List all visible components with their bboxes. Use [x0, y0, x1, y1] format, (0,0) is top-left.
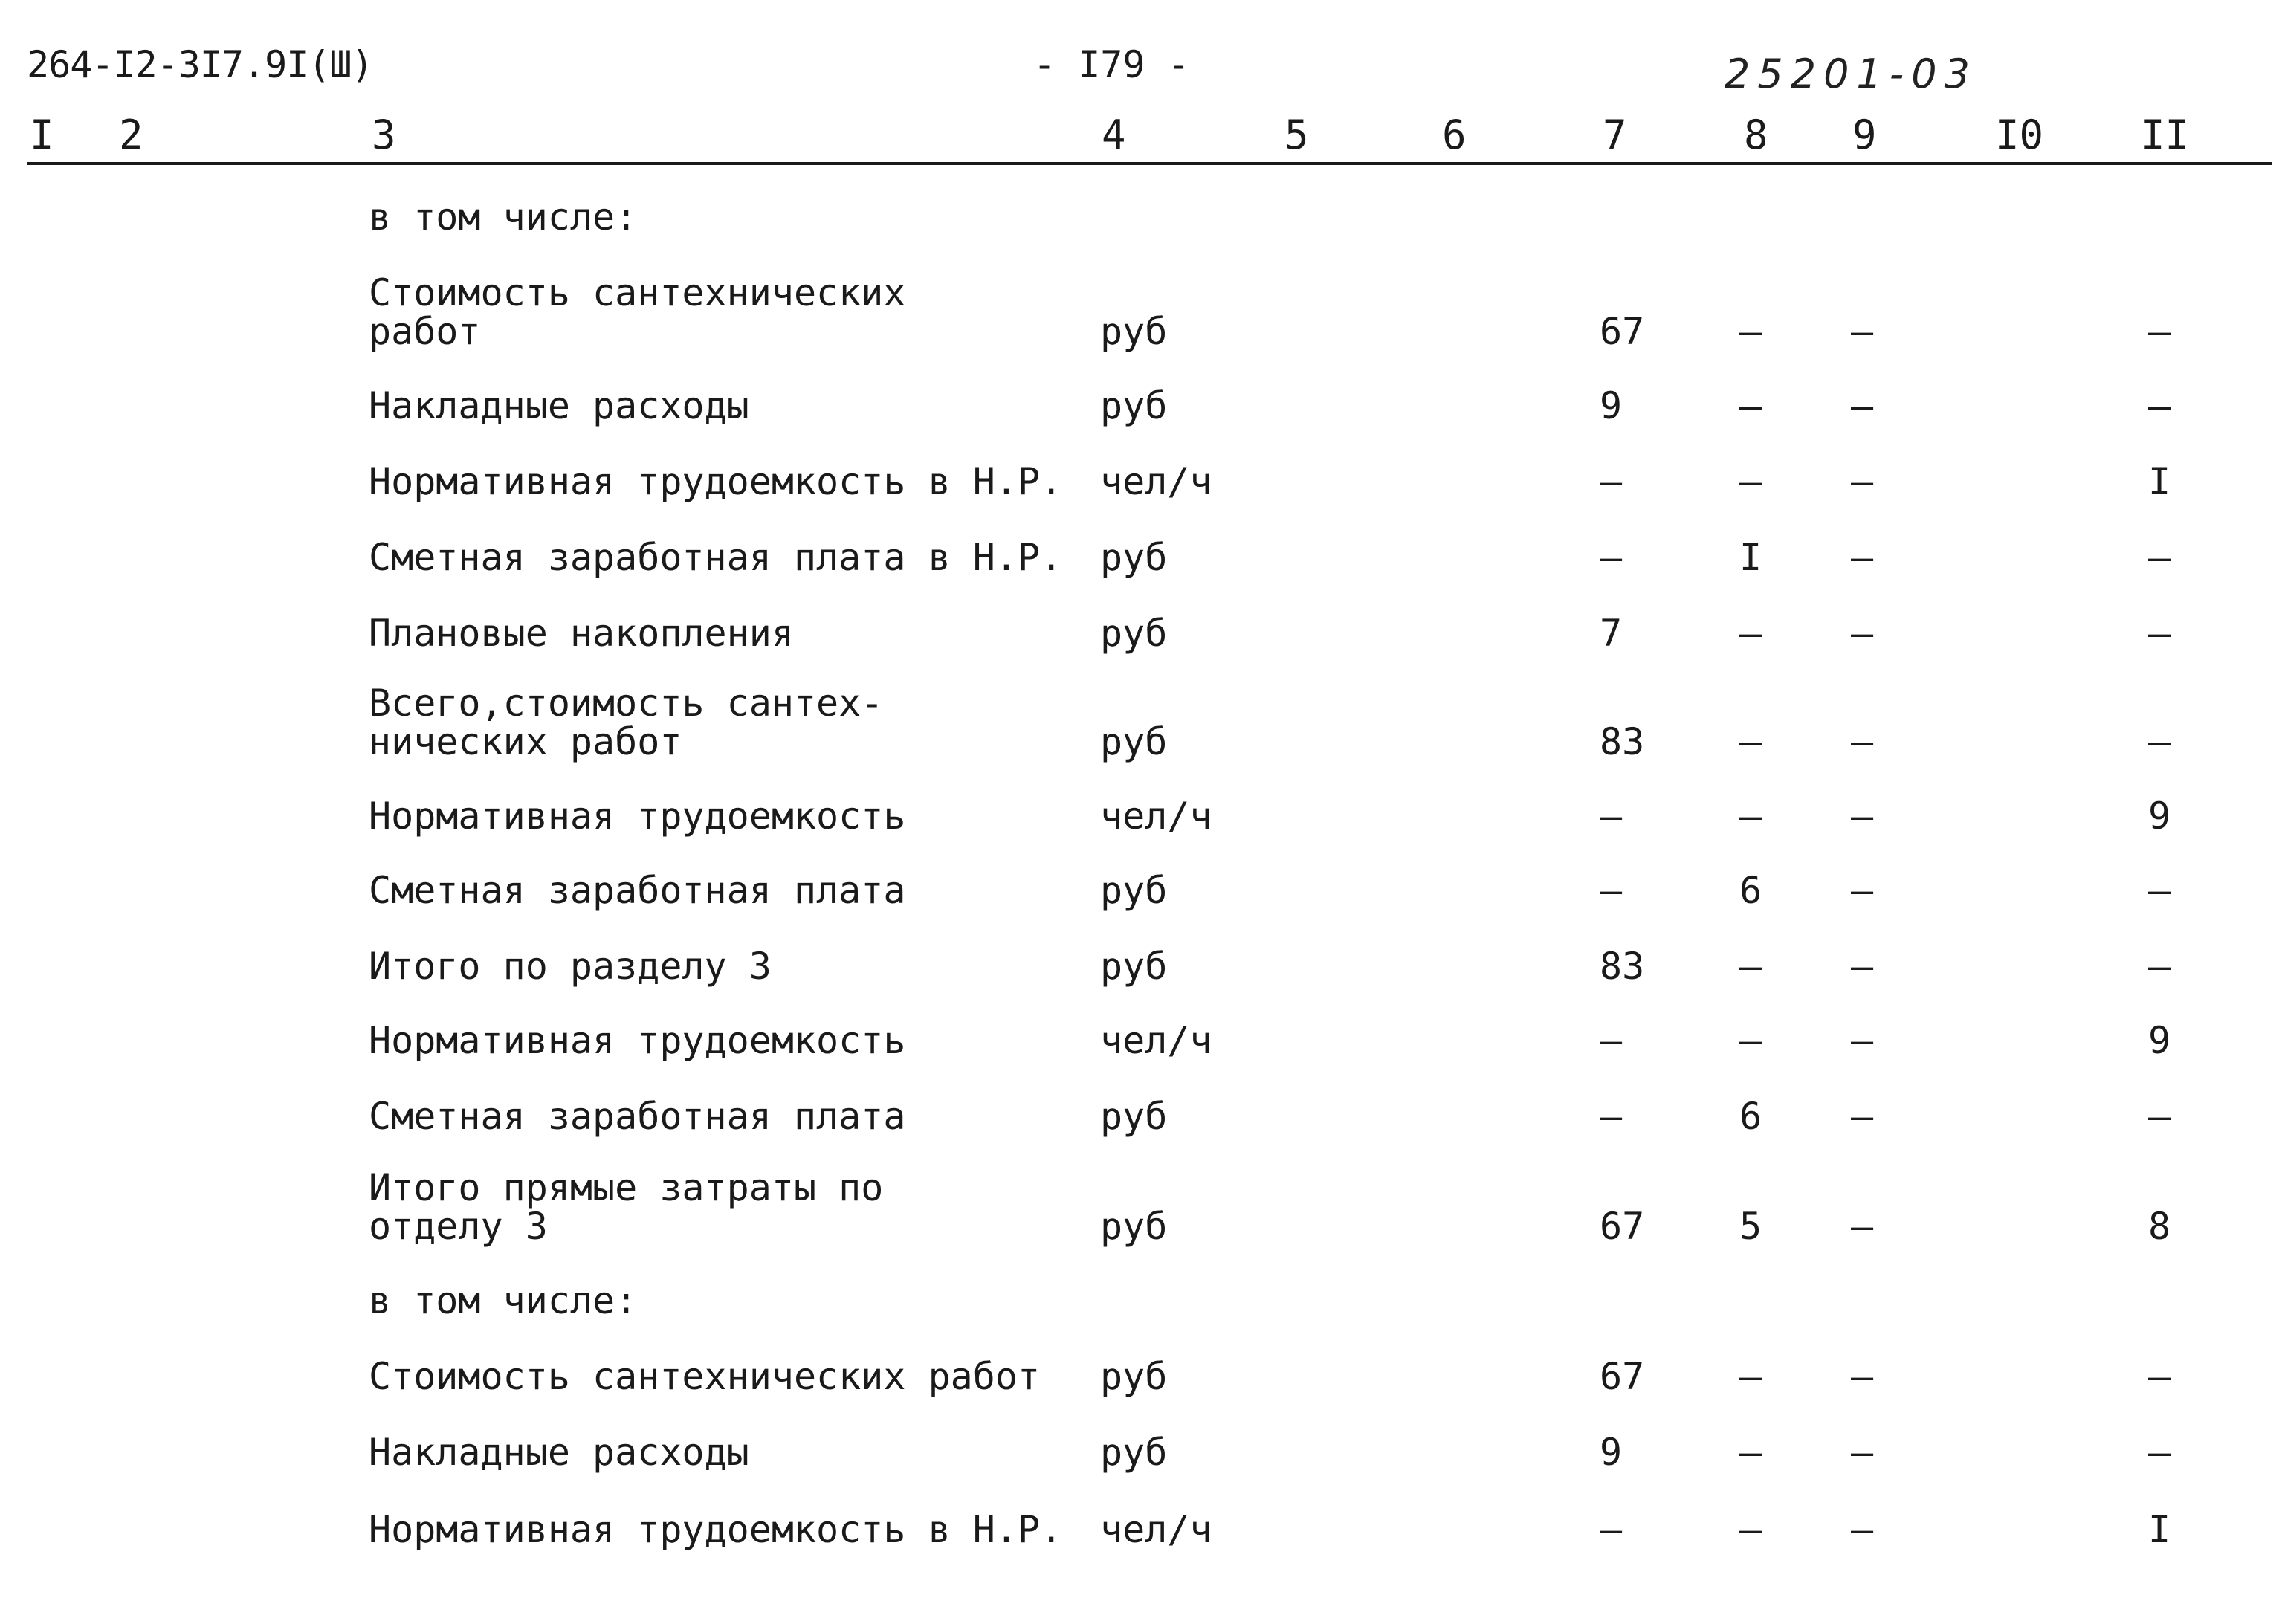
row-col-8: – — [1739, 795, 1762, 838]
row-col-11: I — [2148, 1508, 2171, 1551]
table-row — [0, 271, 2282, 353]
table-row — [0, 911, 2282, 986]
row-unit: руб — [1100, 1205, 1168, 1248]
row-col-7: – — [1600, 795, 1623, 838]
table-row — [0, 1321, 2282, 1396]
table-row — [0, 427, 2282, 501]
table-row — [0, 1475, 2282, 1549]
row-col-11: 9 — [2148, 1019, 2171, 1062]
row-description: Плановые накопления — [369, 612, 794, 655]
row-col-7: – — [1600, 536, 1623, 579]
row-description: Нормативная трудоемкость в Н.Р. — [369, 1508, 1063, 1551]
row-unit: руб — [1100, 384, 1168, 427]
row-col-9: – — [1851, 869, 1874, 912]
row-col-11: – — [2148, 1095, 2171, 1138]
row-col-9: – — [1851, 1205, 1874, 1248]
handwritten-code: 25201-03 — [1725, 51, 1977, 97]
row-col-9: – — [1851, 795, 1874, 838]
table-row — [0, 1061, 2282, 1136]
row-col-9: – — [1851, 1431, 1874, 1474]
column-header: 6 — [1442, 111, 1467, 158]
row-col-9: – — [1851, 536, 1874, 579]
column-header: 7 — [1603, 111, 1627, 158]
column-header: 8 — [1744, 111, 1768, 158]
row-col-8: 6 — [1739, 1095, 1762, 1138]
row-col-9: – — [1851, 1508, 1874, 1551]
row-col-11: – — [2148, 310, 2171, 353]
document-code: 264-I2-3I7.9I(Ш) — [27, 43, 373, 86]
row-unit: руб — [1100, 1355, 1168, 1398]
row-col-7: 83 — [1600, 720, 1645, 763]
row-col-7: – — [1600, 460, 1623, 503]
row-description: Накладные расходы — [369, 384, 749, 427]
column-header: 4 — [1102, 111, 1126, 158]
row-col-11: – — [2148, 1431, 2171, 1474]
column-header: I0 — [1995, 111, 2044, 158]
row-col-8: – — [1739, 460, 1762, 503]
row-col-7: 9 — [1600, 384, 1623, 427]
row-description: Стоимость сантехнических работ — [369, 271, 906, 353]
row-col-11: I — [2148, 460, 2171, 503]
row-description: в том числе: — [369, 1279, 638, 1322]
row-col-11: – — [2148, 720, 2171, 763]
row-col-8: – — [1739, 945, 1762, 988]
table-row — [0, 1397, 2282, 1472]
row-col-7: 7 — [1600, 612, 1623, 655]
row-unit: руб — [1100, 720, 1168, 763]
row-description: Итого прямые затраты по отделу 3 — [369, 1166, 884, 1248]
row-description: Сметная заработная плата — [369, 869, 906, 912]
row-unit: руб — [1100, 945, 1168, 988]
row-col-8: – — [1739, 1431, 1762, 1474]
row-col-9: – — [1851, 460, 1874, 503]
table-row — [0, 986, 2282, 1060]
row-description: Стоимость сантехнических работ — [369, 1355, 1041, 1398]
column-header: 9 — [1852, 111, 1877, 158]
row-description: Сметная заработная плата в Н.Р. — [369, 536, 1063, 579]
column-header: 2 — [119, 111, 143, 158]
row-col-7: 67 — [1600, 310, 1645, 353]
table-row — [0, 162, 2282, 239]
row-description: Накладные расходы — [369, 1431, 749, 1474]
row-col-7: 83 — [1600, 945, 1645, 988]
table-row — [0, 682, 2282, 763]
row-unit: чел/ч — [1100, 1508, 1212, 1551]
row-unit: руб — [1100, 1431, 1168, 1474]
row-col-9: – — [1851, 720, 1874, 763]
row-col-8: – — [1739, 384, 1762, 427]
row-col-8: I — [1739, 536, 1762, 579]
row-unit: руб — [1100, 536, 1168, 579]
table-row — [0, 761, 2282, 838]
column-header: 5 — [1284, 111, 1309, 158]
row-col-9: – — [1851, 1095, 1874, 1138]
page-number: - I79 - — [1033, 43, 1190, 86]
row-col-11: – — [2148, 612, 2171, 655]
row-description: в том числе: — [369, 195, 638, 239]
row-col-8: 5 — [1739, 1205, 1762, 1248]
row-description: Итого по разделу 3 — [369, 945, 772, 988]
row-description: Всего,стоимость сантех- нических работ — [369, 682, 884, 763]
row-description: Нормативная трудоемкость — [369, 795, 906, 838]
row-col-11: – — [2148, 945, 2171, 988]
row-unit: чел/ч — [1100, 1019, 1212, 1062]
row-col-8: – — [1739, 1508, 1762, 1551]
row-col-8: – — [1739, 1019, 1762, 1062]
row-unit: чел/ч — [1100, 795, 1212, 838]
row-col-7: 67 — [1600, 1355, 1645, 1398]
row-unit: руб — [1100, 612, 1168, 655]
row-description: Нормативная трудоемкость в Н.Р. — [369, 460, 1063, 503]
row-col-11: 9 — [2148, 795, 2171, 838]
row-unit: руб — [1100, 869, 1168, 912]
row-col-9: – — [1851, 310, 1874, 353]
row-col-8: – — [1739, 1355, 1762, 1398]
row-col-7: – — [1600, 1019, 1623, 1062]
table-row — [0, 1246, 2282, 1320]
row-col-7: – — [1600, 1095, 1623, 1138]
row-col-8: – — [1739, 720, 1762, 763]
row-col-8: – — [1739, 612, 1762, 655]
table-row — [0, 351, 2282, 425]
row-col-11: 8 — [2148, 1205, 2171, 1248]
row-col-7: 67 — [1600, 1205, 1645, 1248]
row-col-9: – — [1851, 1019, 1874, 1062]
column-header: I — [30, 111, 54, 158]
row-col-9: – — [1851, 945, 1874, 988]
row-col-11: – — [2148, 384, 2171, 427]
row-description: Нормативная трудоемкость — [369, 1019, 906, 1062]
row-unit: руб — [1100, 310, 1168, 353]
row-col-8: – — [1739, 310, 1762, 353]
row-col-7: – — [1600, 869, 1623, 912]
row-unit: чел/ч — [1100, 460, 1212, 503]
table-row — [0, 502, 2282, 577]
row-col-11: – — [2148, 1355, 2171, 1398]
row-unit: руб — [1100, 1095, 1168, 1138]
row-col-7: – — [1600, 1508, 1623, 1551]
row-col-11: – — [2148, 869, 2171, 912]
row-col-11: – — [2148, 536, 2171, 579]
table-row — [0, 835, 2282, 910]
row-col-9: – — [1851, 612, 1874, 655]
row-col-9: – — [1851, 384, 1874, 427]
row-col-7: 9 — [1600, 1431, 1623, 1474]
row-col-9: – — [1851, 1355, 1874, 1398]
row-description: Сметная заработная плата — [369, 1095, 906, 1138]
column-header: II — [2141, 111, 2190, 158]
row-col-8: 6 — [1739, 869, 1762, 912]
column-header: 3 — [372, 111, 396, 158]
table-row — [0, 578, 2282, 653]
table-row — [0, 1166, 2282, 1248]
